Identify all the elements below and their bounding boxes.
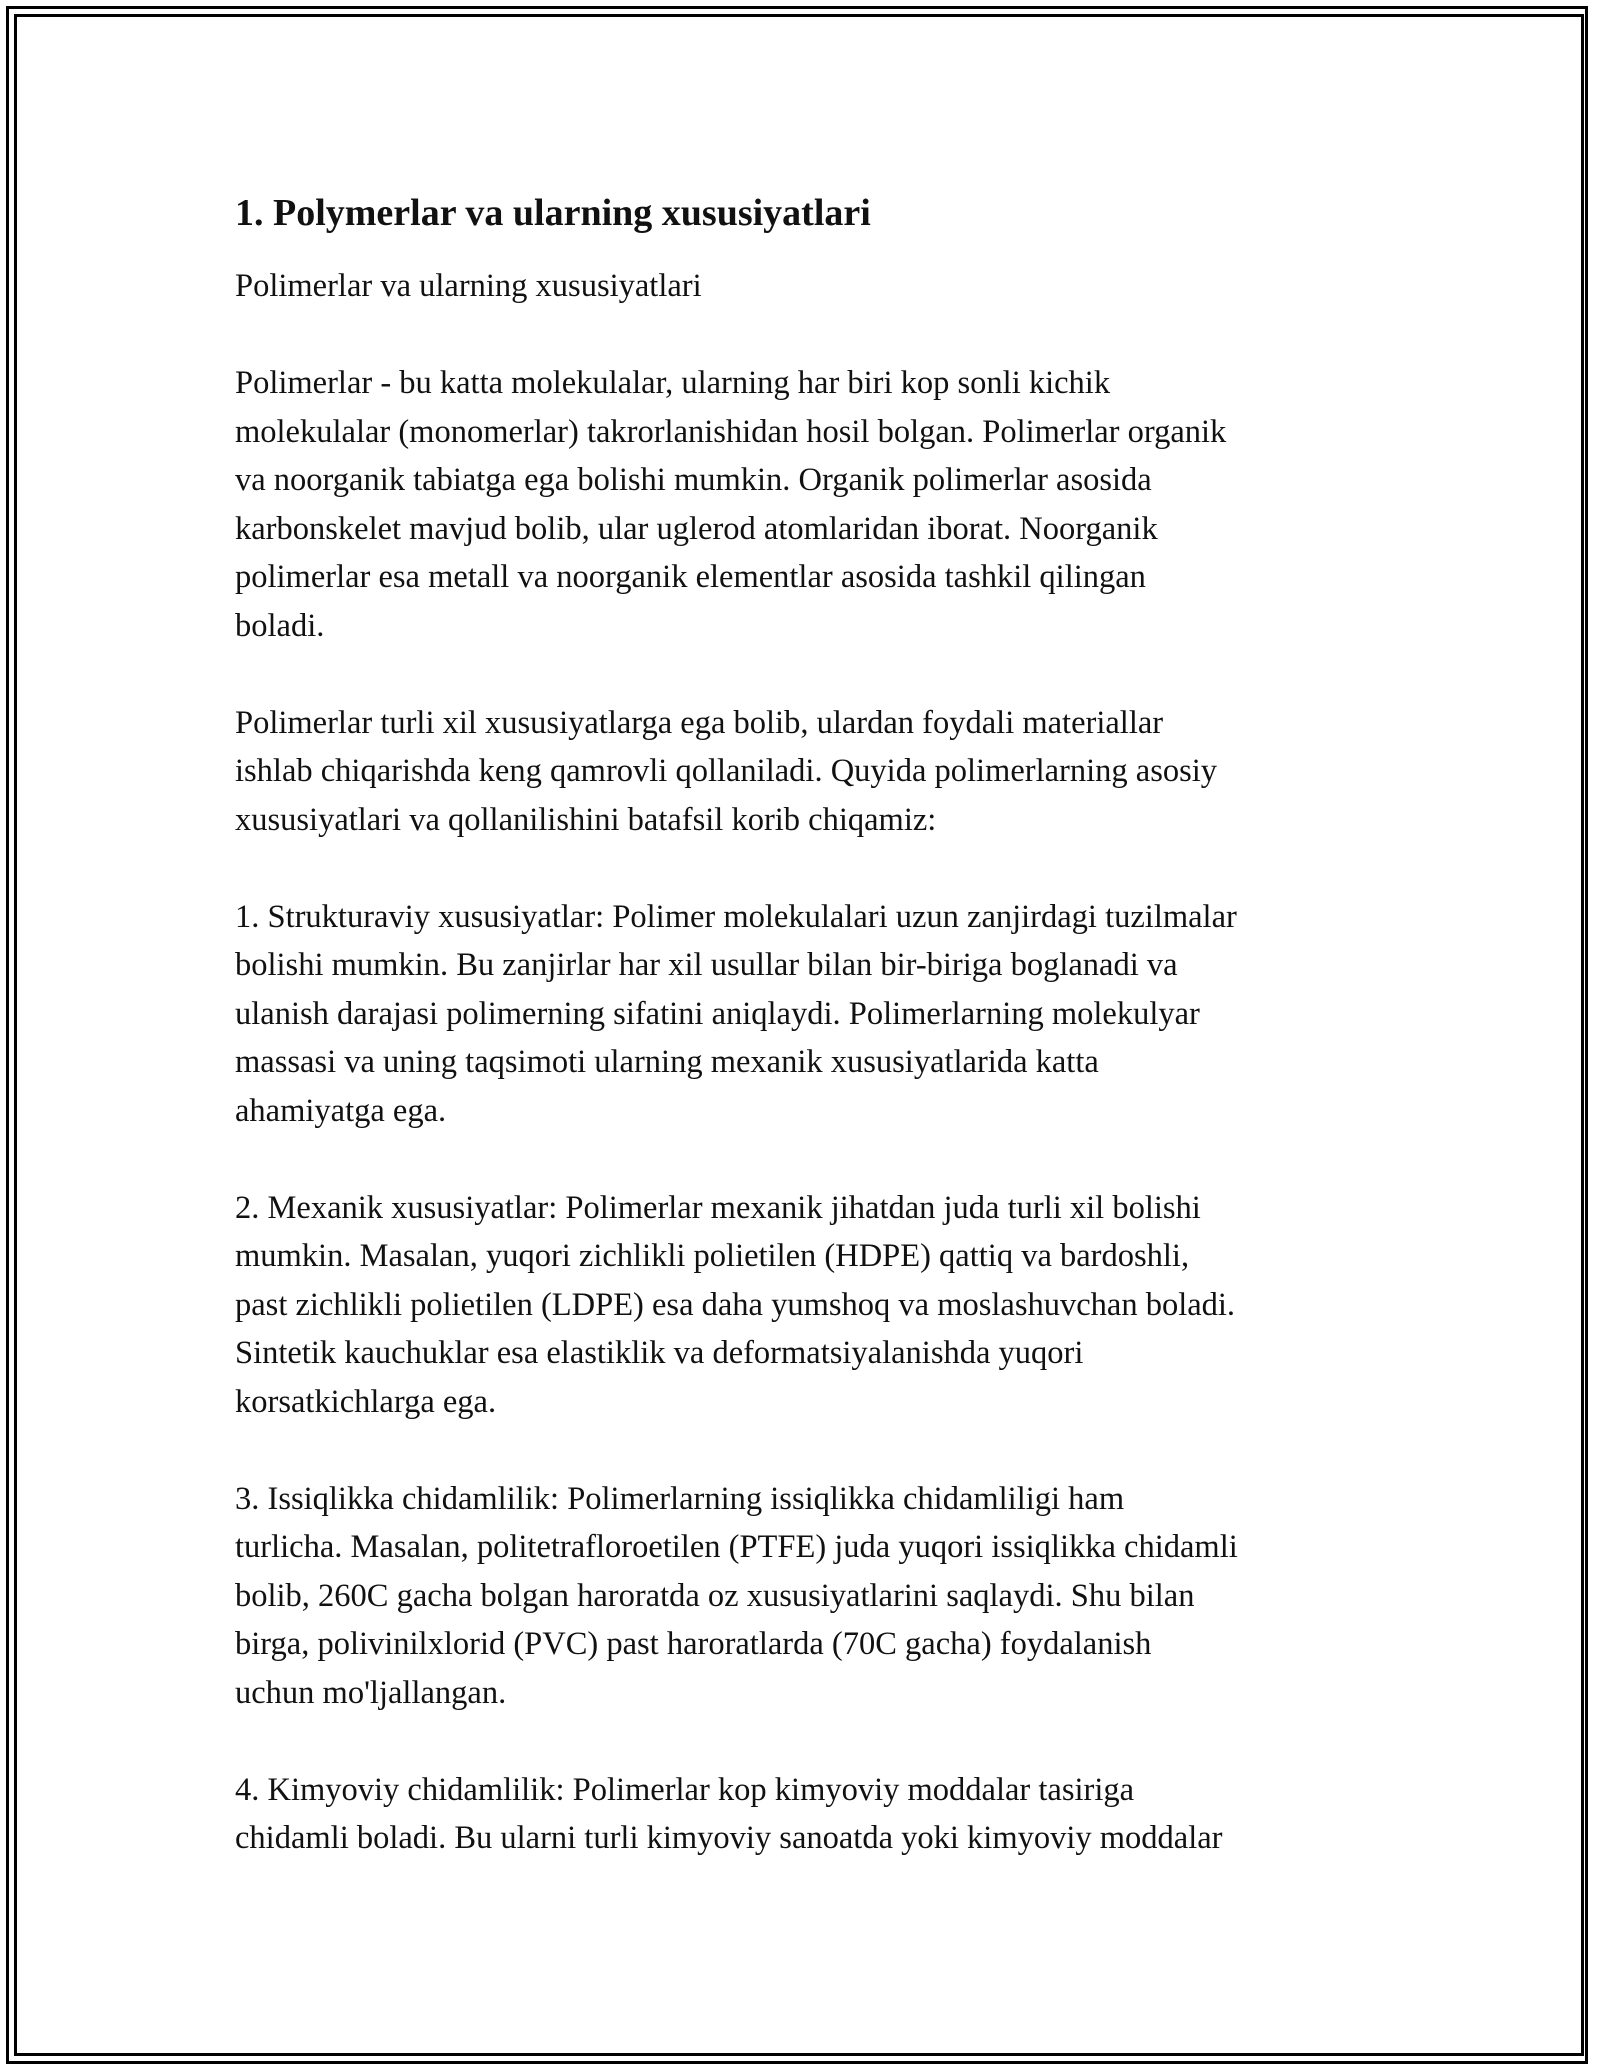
structural-properties-paragraph: 1. Strukturaviy xususiyatlar: Polimer molekulalari uzun zanjirdagi tuzilmalar bolishi mumkin. Bu zanjirlar har xil usullar bilan bir-biriga boglanadi va ulanish darajasi polimerning sifatini aniqlaydi. Polimerlarning molekulyar massasi va uning taqsimoti ularning mexanik xususiyatlarida katta ahamiyatga ega. [235,898,1237,1129]
subtitle-paragraph: Polimerlar va ularning xususiyatlari [235,268,702,304]
heat-resistance-paragraph: 3. Issiqlikka chidamlilik: Polimerlarning issiqlikka chidamliligi ham turlicha. Masalan, politetrafloroetilen (PTFE) juda yuqori issiqlikka chidamli bolib, 260C gacha bolgan haroratda oz xususiyatlarini saqlaydi. Shu bilan birga, polivinilxlorid (PVC) past haroratlarda (70C gacha) foydalanish uchun mo'ljallangan. [235,1480,1238,1711]
mechanical-properties-paragraph: 2. Mexanik xususiyatlar: Polimerlar mexanik jihatdan juda turli xil bolishi mumkin. Masalan, yuqori zichlikli polietilen (HDPE) qattiq va bardoshli, past zichlikli polietilen (LDPE) esa daha yumshoq va moslashuvchan boladi. Sintetik kauchuklar esa elastiklik va deformatsiyalanishda yuqori korsatkichlarga ega. [235,1189,1236,1420]
chemical-resistance-paragraph: 4. Kimyoviy chidamlilik: Polimerlar kop kimyoviy moddalar tasiriga chidamli boladi. Bu ularni turli kimyoviy sanoatda yoki kimyoviy moddalar [235,1771,1223,1856]
intro-paragraph: Polimerlar - bu katta molekulalar, ularning har biri kop sonli kichik molekulalar (monomerlar) takrorlanishidan hosil bolgan. Polimerlar organik va noorganik tabiatga ega bolishi mumkin. Organik polimerlar asosida karbonskelet mavjud bolib, ular uglerod atomlaridan iborat. Noorganik polimerlar esa metall va noorganik elementlar asosida tashkil qilingan boladi. [235,365,1227,644]
document-heading: 1. Polymerlar va ularning xususiyatlari [235,192,871,234]
overview-paragraph: Polimerlar turli xil xususiyatlarga ega bolib, ulardan foydali materiallar ishlab chiqarishda keng qamrovli qollaniladi. Quyida polimerlarning asosiy xususiyatlari va qollanilishini batafsil korib chiqamiz: [235,704,1218,838]
document-body [235,188,1375,1911]
